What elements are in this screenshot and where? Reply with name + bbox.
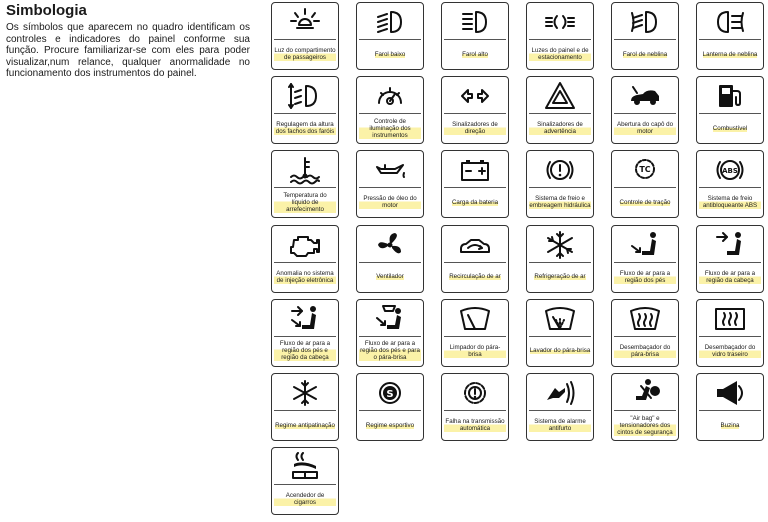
symbol-label-text: Abertura do capô do motor — [614, 121, 676, 135]
symbol-label — [699, 113, 761, 141]
symbol-card — [696, 373, 764, 441]
symbol-card — [441, 150, 509, 218]
snowflake-icon — [527, 228, 593, 262]
symbol-label-text: Regime antipatinação — [275, 421, 335, 429]
airflow-head-icon — [697, 228, 763, 262]
headlamp-leveling-icon — [272, 79, 338, 113]
symbol-card — [441, 225, 509, 293]
symbol-label-text: Farol de neblina — [622, 50, 668, 58]
symbol-label-text: Regulagem da altura dos fachos dos faróis — [275, 121, 335, 136]
hood-icon — [612, 79, 678, 113]
symbol-label — [529, 410, 591, 438]
snow-mode-icon — [272, 376, 338, 410]
symbol-label — [444, 410, 506, 438]
rear-fog-icon — [697, 5, 763, 39]
coolant-temp-icon — [272, 153, 338, 187]
svg-text:ABS: ABS — [722, 167, 738, 176]
symbol-card — [441, 373, 509, 441]
symbol-card — [526, 299, 594, 367]
symbol-label — [274, 187, 336, 215]
symbol-label-text: Luzes do painel e de estacionamento — [529, 47, 591, 61]
airflow-feet-windshield-icon — [357, 302, 423, 336]
rear-defrost-icon — [697, 302, 763, 336]
sport-mode-icon — [357, 376, 423, 410]
turn-signal-icon — [442, 79, 508, 113]
symbol-label — [614, 410, 676, 438]
symbol-label — [699, 262, 761, 290]
symbol-card — [526, 373, 594, 441]
airbag-icon — [612, 376, 678, 410]
symbol-card — [526, 150, 594, 218]
symbol-label-text: Limpador do pára-brisa — [444, 344, 506, 358]
symbol-card — [441, 2, 509, 70]
symbol-label — [614, 262, 676, 290]
symbol-card — [526, 2, 594, 70]
symbol-card — [271, 76, 339, 144]
symbol-grid — [271, 0, 768, 522]
svg-text:TC: TC — [639, 165, 651, 175]
symbol-label — [529, 262, 591, 290]
symbol-card — [271, 150, 339, 218]
symbol-card — [611, 373, 679, 441]
symbol-card — [356, 225, 424, 293]
symbol-label-text: Carga da bateria — [451, 198, 499, 206]
abs-icon — [697, 153, 763, 187]
symbol-label — [614, 336, 676, 364]
washer-icon — [527, 302, 593, 336]
symbol-card — [356, 150, 424, 218]
symbol-label — [444, 39, 506, 67]
hazard-icon — [527, 79, 593, 113]
alarm-icon — [527, 376, 593, 410]
cigarette-lighter-icon — [272, 450, 338, 484]
symbol-card — [696, 150, 764, 218]
symbol-card — [441, 76, 509, 144]
symbol-label-text: Acendedor de cigarros — [274, 492, 336, 506]
symbol-label — [444, 336, 506, 364]
symbol-label-text: Temperatura do líquido de arrefecimento — [274, 192, 336, 213]
symbol-label — [274, 336, 336, 364]
symbol-label — [444, 187, 506, 215]
symbol-label-text: Controle de tração — [619, 198, 671, 206]
low-beam-icon — [357, 5, 423, 39]
symbol-label-text: Sistema de freio e embreagem hidráulica — [529, 195, 591, 210]
symbol-label-text: Fluxo de ar para a região da cabeça — [699, 270, 761, 284]
symbol-label — [529, 336, 591, 364]
page-title: Simbologia — [6, 2, 87, 19]
symbol-label-text: Desembaçador do pára-brisa — [614, 344, 676, 358]
symbol-label — [529, 113, 591, 141]
symbol-label-text: Recirculação de ar — [449, 273, 501, 281]
symbol-card — [356, 2, 424, 70]
brake-warning-icon — [527, 153, 593, 187]
symbol-label — [274, 262, 336, 290]
symbol-label-text: Farol alto — [462, 50, 488, 58]
high-beam-icon — [442, 5, 508, 39]
symbol-label — [274, 484, 336, 512]
symbol-card — [696, 225, 764, 293]
fan-icon — [357, 228, 423, 262]
symbol-label-text: Anomalia no sistema de injeção eletrônica — [274, 270, 336, 284]
symbol-label-text: Fluxo de ar para a região dos pés e região da cabeça — [274, 340, 336, 361]
fuel-icon — [697, 79, 763, 113]
recirculation-icon — [442, 228, 508, 262]
interior-light-icon — [272, 5, 338, 39]
symbol-label-text: Fluxo de ar para a região dos pés e para o pára-brisa — [360, 340, 420, 362]
symbol-label — [274, 113, 336, 141]
symbol-card — [271, 299, 339, 367]
intro-section — [6, 2, 250, 80]
wiper-icon — [442, 302, 508, 336]
symbol-label-text: Sistema de alarme antifurto — [529, 418, 591, 432]
symbol-card — [356, 76, 424, 144]
dimmer-icon — [357, 79, 423, 113]
symbol-label-text: Falha na transmissão automática — [445, 418, 505, 432]
symbol-label-text: Fluxo de ar para a região dos pés — [614, 270, 676, 284]
symbol-card — [611, 225, 679, 293]
horn-icon — [697, 376, 763, 410]
symbol-card — [271, 447, 339, 515]
traction-control-icon — [612, 153, 678, 187]
symbol-label-text: Lanterna de neblina — [702, 50, 758, 58]
symbol-label-text: Combustível — [712, 124, 748, 132]
symbol-card — [271, 2, 339, 70]
symbol-label — [699, 187, 761, 215]
symbol-card — [696, 2, 764, 70]
symbol-label-text: Luz do compartimento de passageiros — [274, 47, 336, 61]
symbol-card — [611, 2, 679, 70]
symbol-card — [696, 299, 764, 367]
symbol-label-text: "Air bag" e tensionadores dos cintos de segurança — [614, 415, 676, 436]
airflow-feet-head-icon — [272, 302, 338, 336]
symbol-label-text: Sinalizadores de advertência — [529, 121, 591, 135]
symbol-card — [356, 373, 424, 441]
symbol-label-text: Ventilador — [376, 273, 404, 281]
symbol-label — [699, 39, 761, 67]
symbol-label — [444, 262, 506, 290]
front-defrost-icon — [612, 302, 678, 336]
symbol-card — [271, 373, 339, 441]
symbol-card — [611, 76, 679, 144]
symbol-card — [356, 299, 424, 367]
svg-text:S: S — [386, 389, 394, 400]
symbol-label — [359, 113, 421, 141]
symbol-label-text: Lavador do pára-brisa — [529, 347, 591, 355]
symbol-label — [614, 39, 676, 67]
symbol-card — [441, 299, 509, 367]
symbol-label — [699, 336, 761, 364]
symbol-label-text: Farol baixo — [374, 50, 406, 58]
symbol-label-text: Refrigeração de ar — [534, 273, 586, 281]
symbol-label — [444, 113, 506, 141]
symbol-card — [696, 76, 764, 144]
symbol-label — [359, 336, 421, 364]
parking-light-icon — [527, 5, 593, 39]
symbol-label — [699, 410, 761, 438]
symbol-card — [271, 225, 339, 293]
symbol-card — [526, 76, 594, 144]
symbol-card — [526, 225, 594, 293]
symbol-label — [359, 187, 421, 215]
symbol-card — [611, 150, 679, 218]
symbol-label-text: Controle de iluminação dos instrumentos — [359, 118, 421, 139]
symbol-card — [611, 299, 679, 367]
intro-paragraph: Os símbolos que aparecem no quadro identificam os controles e indicadores do painel conforme sua função. Procure familiarizar-se com eles para poder visualizar,num relance, qualquer anormalidade no funcionamento dos instrumentos do painel. — [6, 22, 250, 80]
symbol-label-text: Regime esportivo — [365, 421, 415, 429]
symbol-label — [529, 187, 591, 215]
symbol-label — [274, 410, 336, 438]
symbol-label — [529, 39, 591, 67]
symbol-label-text: Desembaçador do vidro traseiro — [699, 344, 761, 358]
symbol-label-text: Sinalizadores de direção — [444, 121, 506, 135]
symbol-label — [359, 410, 421, 438]
battery-icon — [442, 153, 508, 187]
front-fog-icon — [612, 5, 678, 39]
airflow-feet-icon — [612, 228, 678, 262]
symbol-label — [359, 262, 421, 290]
symbol-label-text: Sistema de freio antibloqueante ABS — [699, 195, 761, 209]
check-engine-icon — [272, 228, 338, 262]
symbol-label-text: Buzina — [720, 421, 740, 429]
transmission-fault-icon — [442, 376, 508, 410]
symbol-label — [359, 39, 421, 67]
symbol-label — [614, 187, 676, 215]
symbol-label — [274, 39, 336, 67]
symbol-label-text: Pressão de óleo do motor — [359, 195, 421, 209]
oil-pressure-icon — [357, 153, 423, 187]
symbol-label — [614, 113, 676, 141]
